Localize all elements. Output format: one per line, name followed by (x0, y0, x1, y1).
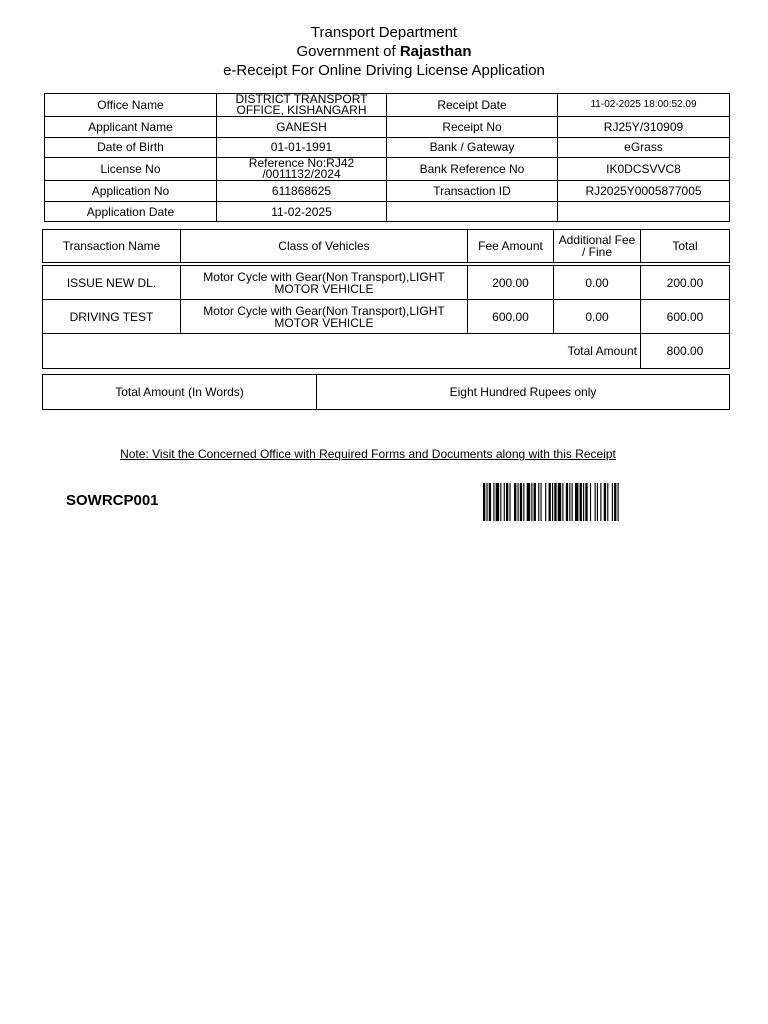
applicant-name-value: GANESH (217, 117, 387, 138)
vehicle-class: Motor Cycle with Gear(Non Transport),LIGHT MOTOR VEHICLE (181, 266, 468, 300)
bank-gateway-value: eGrass (558, 137, 730, 158)
transaction-id-label: Transaction ID (387, 181, 558, 202)
office-name-label: Office Name (45, 94, 217, 117)
transaction-name: ISSUE NEW DL. (43, 266, 181, 300)
table-row (45, 181, 730, 202)
empty-cell (558, 201, 730, 222)
row-total: 600.00 (641, 300, 730, 334)
header-total: Total (641, 230, 730, 263)
table-row (43, 266, 730, 300)
government-title (0, 43, 768, 60)
dob-value: 01-01-1991 (217, 137, 387, 158)
amount-in-words-value: Eight Hundred Rupees only (317, 375, 730, 410)
header-transaction-name: Transaction Name (43, 230, 181, 263)
license-no-label: License No (45, 158, 217, 181)
application-no-label: Application No (45, 181, 217, 202)
header-fee-amount: Fee Amount (468, 230, 554, 263)
receipt-note: Note: Visit the Concerned Office with Required Forms and Documents along with this Receipt (120, 447, 616, 461)
table-row (45, 137, 730, 158)
bank-reference-value: IK0DCSVVC8 (558, 158, 730, 181)
receipt-no-label: Receipt No (387, 117, 558, 138)
application-no-value: 611868625 (217, 181, 387, 202)
receipt-date-label: Receipt Date (387, 94, 558, 117)
additional-fee: 0.00 (554, 266, 641, 300)
receipt-title: e-Receipt For Online Driving License Application (223, 62, 545, 79)
table-row (43, 300, 730, 334)
fees-table (42, 229, 730, 369)
bank-gateway-label: Bank / Gateway (387, 137, 558, 158)
receipt-date-value: 11-02-2025 18:00:52.09 (558, 94, 730, 117)
empty-cell (387, 201, 558, 222)
additional-fee: 0.00 (554, 300, 641, 334)
total-amount-label: Total Amount (43, 334, 641, 369)
state-name: Rajasthan (399, 43, 472, 60)
transaction-id-value: RJ2025Y0005877005 (558, 181, 730, 202)
license-no-value: Reference No:RJ42 /0011132/2024 (217, 158, 387, 181)
application-date-label: Application Date (45, 201, 217, 222)
header-additional-fee: Additional Fee / Fine (554, 230, 641, 263)
amount-in-words-label: Total Amount (In Words) (43, 375, 317, 410)
table-row (45, 117, 730, 138)
fees-header-row (43, 230, 730, 263)
total-amount-row (43, 334, 730, 369)
table-row (43, 375, 730, 410)
fee-amount: 600.00 (468, 300, 554, 334)
dob-label: Date of Birth (45, 137, 217, 158)
table-row (45, 158, 730, 181)
header-class-of-vehicles: Class of Vehicles (181, 230, 468, 263)
total-amount-value: 800.00 (641, 334, 730, 369)
applicant-info-table (44, 93, 730, 222)
department-title: Transport Department (310, 24, 458, 41)
amount-in-words-table (42, 374, 730, 410)
receipt-no-value: RJ25Y/310909 (558, 117, 730, 138)
table-row (45, 201, 730, 222)
office-name-value: DISTRICT TRANSPORT OFFICE, KISHANGARH (217, 94, 387, 117)
transaction-name: DRIVING TEST (43, 300, 181, 334)
table-row (45, 94, 730, 117)
application-date-value: 11-02-2025 (217, 201, 387, 222)
barcode-image (483, 483, 698, 521)
row-total: 200.00 (641, 266, 730, 300)
form-code: SOWRCP001 (66, 492, 159, 509)
applicant-name-label: Applicant Name (45, 117, 217, 138)
fee-amount: 200.00 (468, 266, 554, 300)
government-prefix: Government of (296, 43, 400, 60)
bank-reference-label: Bank Reference No (387, 158, 558, 181)
vehicle-class: Motor Cycle with Gear(Non Transport),LIGHT MOTOR VEHICLE (181, 300, 468, 334)
